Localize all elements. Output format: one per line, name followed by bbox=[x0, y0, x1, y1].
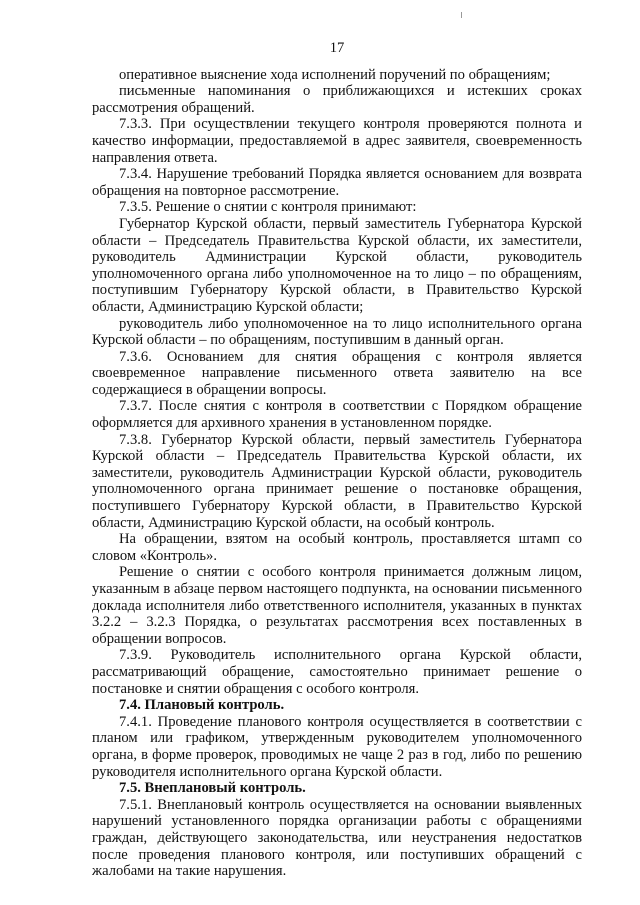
paragraph: 7.3.8. Губернатор Курской области, первый заместитель Губернатора Курской области – Председатель Правительства Курской области, их заместители, руководитель Администрации Курской области, руководитель уполномоченного органа принимает решение о постановке обращения, поступившего Губернатору Курской области, в Правительство Курской области, Администрацию Курской области, на особый контроль. bbox=[92, 431, 582, 531]
scan-mark bbox=[461, 12, 462, 18]
paragraph: письменные напоминания о приближающихся и истекших сроках рассмотрения обращений. bbox=[92, 83, 582, 116]
paragraph: 7.3.4. Нарушение требований Порядка является основанием для возврата обращения на повторное рассмотрение. bbox=[92, 166, 582, 199]
paragraph: 7.3.5. Решение о снятии с контроля принимают: bbox=[119, 199, 417, 216]
section-heading: 7.5. Внеплановый контроль. bbox=[119, 780, 306, 797]
paragraph: 7.4.1. Проведение планового контроля осуществляется в соответствии с планом или графиком, утвержденным руководителем уполномоченного органа, в форме проверок, проводимых не чаще 2 раз в год, либо по решению руководителя исполнительного органа Курской области. bbox=[92, 713, 582, 780]
paragraph: 7.3.6. Основанием для снятия обращения с контроля является своевременное направление письменного ответа заявителю на все содержащиеся в обращении вопросы. bbox=[92, 348, 582, 398]
paragraph: На обращении, взятом на особый контроль, проставляется штамп со словом «Контроль». bbox=[92, 531, 582, 564]
page-number: 17 bbox=[329, 40, 345, 56]
paragraph: оперативное выяснение хода исполнений поручений по обращениям; bbox=[119, 66, 551, 83]
paragraph: 7.3.7. После снятия с контроля в соответствии с Порядком обращение оформляется для архивного хранения в установленном порядке. bbox=[92, 398, 582, 432]
document-page bbox=[92, 40, 582, 880]
section-heading: 7.4. Плановый контроль. bbox=[119, 697, 285, 714]
document-body bbox=[92, 67, 582, 880]
paragraph: Решение о снятии с особого контроля принимается должным лицом, указанным в абзаце первом настоящего подпункта, на основании письменного доклада исполнителя либо ответственного исполнителя, указанных в пунктах 3.2.2 – 3.2.3 Порядка, о результатах рассмотрения всех поставленных в обращении вопросов. bbox=[92, 564, 582, 647]
paragraph: 7.3.3. При осуществлении текущего контроля проверяются полнота и качество информации, предоставляемой в адрес заявителя, своевременность направления ответа. bbox=[92, 116, 582, 166]
paragraph: Губернатор Курской области, первый заместитель Губернатора Курской области – Председатель Правительства Курской области, их заместители, руководитель Администрации Курской области, руководитель уполномоченного органа либо уполномоченное на то лицо – по обращениям, поступившим Губернатору Курской области, в Правительство Курской области, Администрацию Курской области; bbox=[92, 215, 582, 315]
paragraph: 7.3.9. Руководитель исполнительного органа Курской области, рассматривающий обращение, самостоятельно принимает решение о постановке и снятии обращения с особого контроля. bbox=[92, 647, 582, 697]
paragraph: 7.5.1. Внеплановый контроль осуществляется на основании выявленных нарушений установленного порядка организации работы с обращениями граждан, действующего законодательства, или неустранения недостатков после проведения планового контроля, или поступивших обращений с жалобами на такие нарушения. bbox=[92, 796, 582, 880]
paragraph: руководитель либо уполномоченное на то лицо исполнительного органа Курской области – по обращениям, поступившим в данный орган. bbox=[92, 315, 582, 349]
